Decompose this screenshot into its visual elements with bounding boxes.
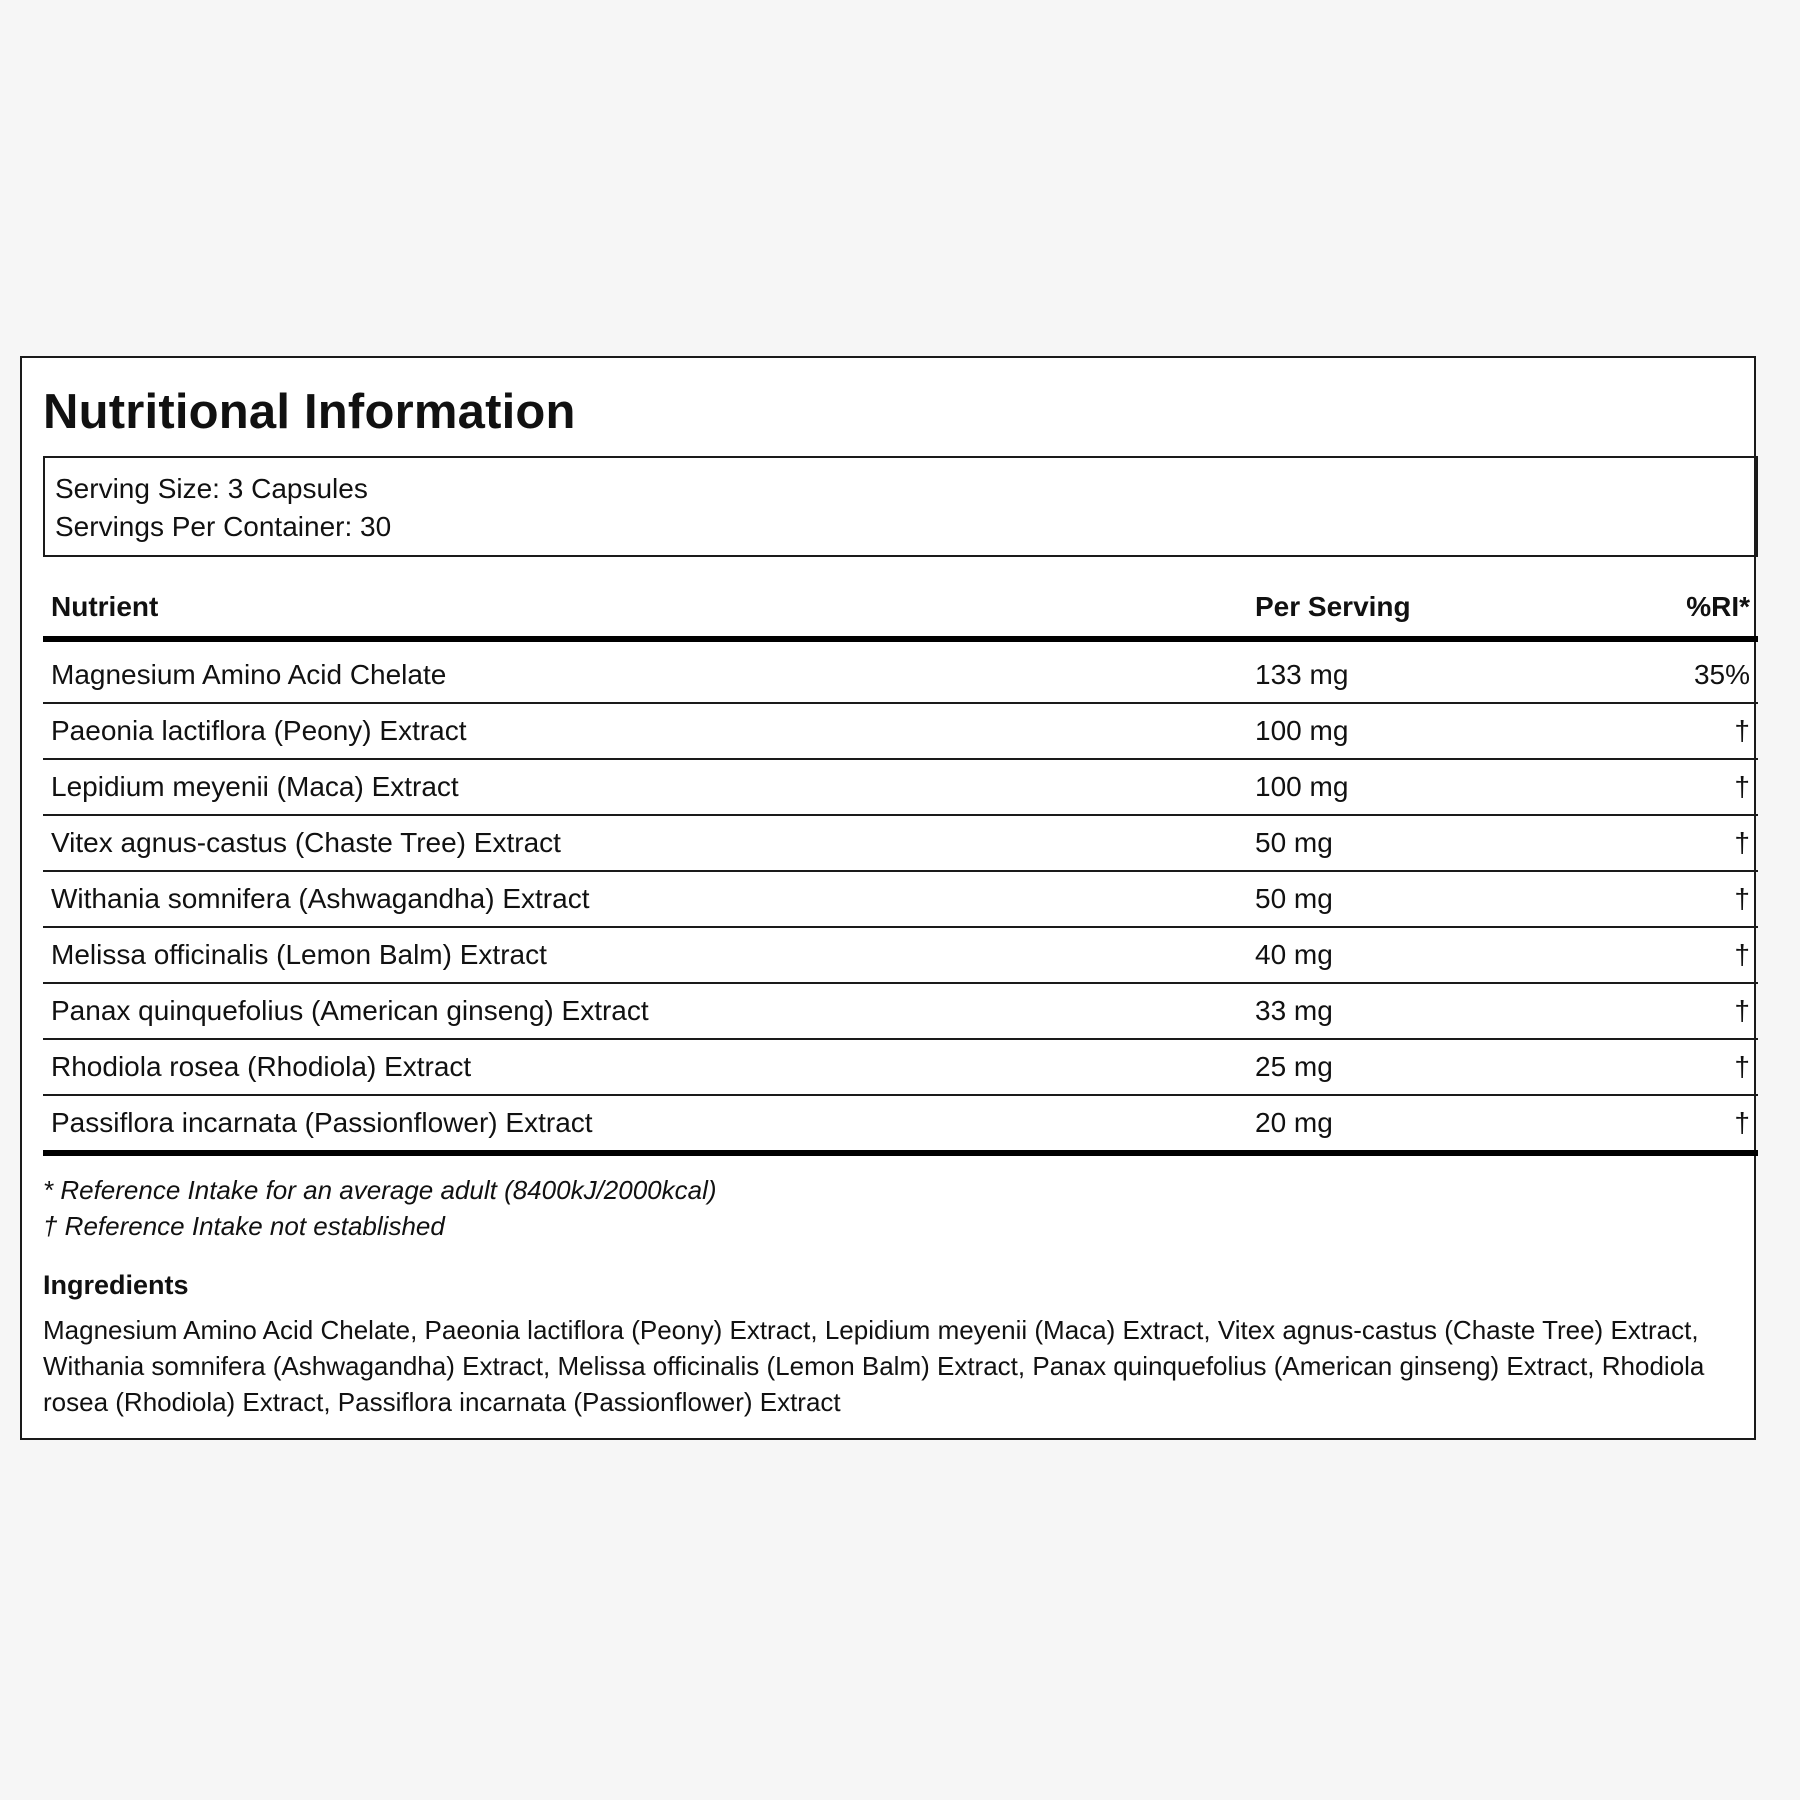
table-row — [43, 704, 1758, 760]
nutrient-table — [43, 578, 1758, 1156]
ingredients-text: Magnesium Amino Acid Chelate, Paeonia lactiflora (Peony) Extract, Lepidium meyenii (Maca) Extract, Vitex agnus-castus (Chaste Tree) Extract, Withania somnifera (Ashwagandha) Extract, Melissa officinalis (Lemon Balm) Extract, Panax quinquefolius (American ginseng) Extract, Rhodiola rosea (Rhodiola) Extract, Passiflora incarnata (Passionflower) Extract — [43, 1315, 1705, 1417]
nutrition-panel — [20, 356, 1756, 1440]
table-row — [43, 928, 1758, 984]
table-row — [43, 1040, 1758, 1096]
nutrient-name: Withania somnifera (Ashwagandha) Extract — [51, 883, 590, 914]
nutrient-ri: 35% — [1693, 659, 1750, 690]
nutrient-amount: 20 mg — [1255, 1107, 1333, 1138]
nutrient-amount: 100 mg — [1255, 715, 1349, 746]
serving-info-box — [43, 456, 1758, 557]
page-title: Nutritional Information — [43, 385, 576, 439]
header-per-serving: Per Serving — [1255, 591, 1411, 622]
nutrient-amount: 25 mg — [1255, 1051, 1333, 1082]
nutrient-name: Rhodiola rosea (Rhodiola) Extract — [51, 1051, 472, 1082]
nutrient-ri: † — [1734, 1107, 1750, 1138]
nutrient-ri: † — [1734, 883, 1750, 914]
nutrient-name: Lepidium meyenii (Maca) Extract — [51, 771, 459, 802]
nutrient-name: Magnesium Amino Acid Chelate — [51, 659, 447, 690]
nutrient-amount: 100 mg — [1255, 771, 1349, 802]
footnotes — [43, 1172, 717, 1244]
table-row — [43, 642, 1758, 704]
nutrient-amount: 50 mg — [1255, 883, 1333, 914]
nutrient-ri: † — [1734, 939, 1750, 970]
nutrient-ri: † — [1734, 827, 1750, 858]
nutrient-ri: † — [1734, 1051, 1750, 1082]
table-row — [43, 984, 1758, 1040]
header-ri: %RI* — [1686, 591, 1750, 622]
nutrient-amount: 50 mg — [1255, 827, 1333, 858]
nutrient-name: Panax quinquefolius (American ginseng) Extract — [51, 995, 649, 1026]
nutrient-name: Passiflora incarnata (Passionflower) Extract — [51, 1107, 593, 1138]
table-row — [43, 872, 1758, 928]
nutrient-ri: † — [1734, 771, 1750, 802]
nutrient-amount: 133 mg — [1255, 659, 1349, 690]
servings-per-container: Servings Per Container: 30 — [55, 511, 392, 542]
nutrient-amount: 33 mg — [1255, 995, 1333, 1026]
table-row — [43, 816, 1758, 872]
serving-size: Serving Size: 3 Capsules — [55, 473, 368, 504]
nutrient-ri: † — [1734, 995, 1750, 1026]
nutrient-amount: 40 mg — [1255, 939, 1333, 970]
table-header — [43, 578, 1758, 642]
header-nutrient: Nutrient — [51, 591, 159, 622]
nutrient-name: Vitex agnus-castus (Chaste Tree) Extract — [51, 827, 561, 858]
table-row — [43, 1096, 1758, 1156]
nutrient-ri: † — [1734, 715, 1750, 746]
ingredients-heading: Ingredients — [43, 1270, 189, 1300]
footnote-not-established: † Reference Intake not established — [43, 1211, 445, 1241]
nutrient-name: Paeonia lactiflora (Peony) Extract — [51, 715, 467, 746]
table-row — [43, 760, 1758, 816]
footnote-reference-intake: * Reference Intake for an average adult (8400kJ/2000kcal) — [43, 1175, 717, 1205]
nutrient-name: Melissa officinalis (Lemon Balm) Extract — [51, 939, 547, 970]
